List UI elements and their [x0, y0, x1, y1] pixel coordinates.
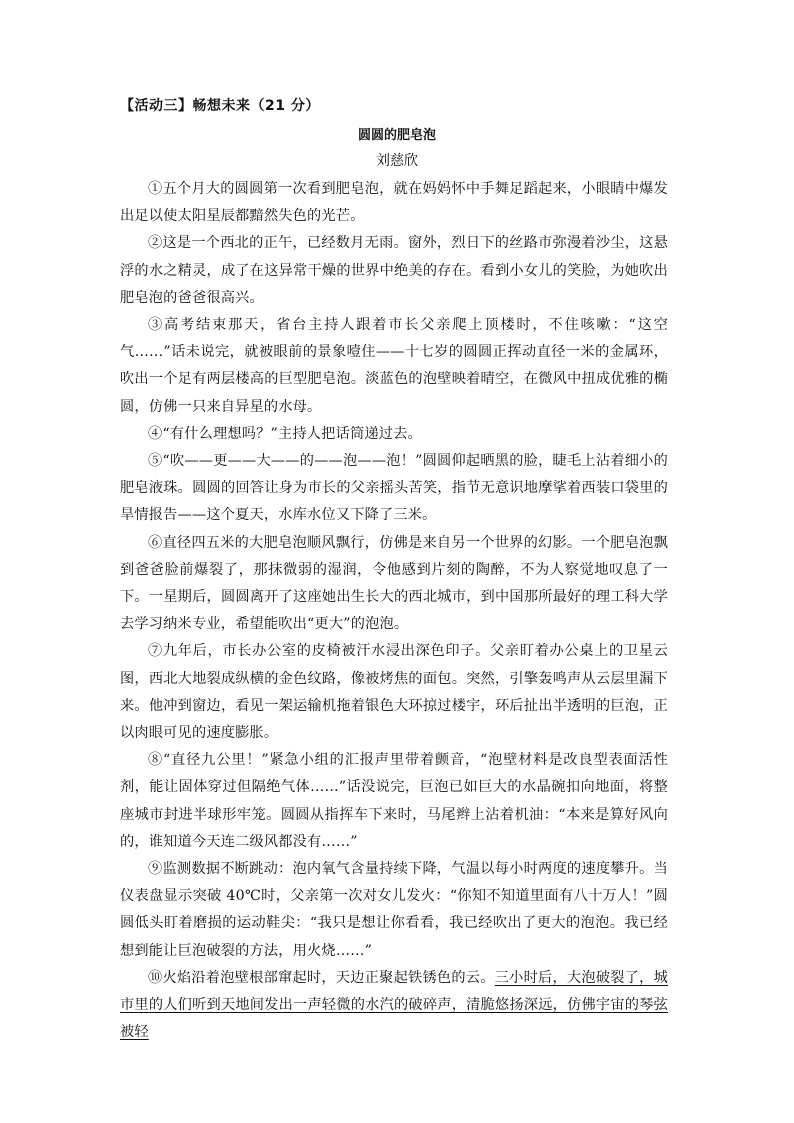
paragraph-3: ③高考结束那天，省台主持人跟着市长父亲爬上顶楼时，不住咳嗽：“这空气……”话未说完，就被眼前的景象噎住——十七岁的圆圆正挥动直径一米的金属环，吹出一个足有两层楼高的巨型肥皂泡。淡蓝色的泡壁映着晴空，在微风中扭成优雅的椭圆，仿佛一只来自异星的水母。 [120, 317, 668, 415]
article-body [120, 176, 668, 1047]
paragraph-10-text: ⑩火焰沿着泡壁根部窜起时，天边正聚起铁锈色的云。 [148, 969, 495, 986]
article-author: 刘慈欣 [376, 153, 418, 169]
paragraph-8: ⑧“直径九公里！”紧急小组的汇报声里带着颤音，“泡壁材料是改良型表面活性剂，能让固体穿过但隔绝气体……”话没说完，巨泡已如巨大的水晶碗扣向地面，将整座城市封进半球形牢笼。圆圆从指挥车下来时，马尾辫上沾着机油：“本来是算好风向的，谁知道今天连二级风都没有……” [120, 752, 668, 850]
paragraph-4: ④“有什么理想吗？”主持人把话筒递过去。 [148, 425, 422, 442]
underlined-sentence-part-2: 里的人们听到天地间发出一声轻微的水汽的破碎声，清脆悠扬深远，仿佛宇宙的琴弦被轻 [120, 997, 668, 1041]
article-title: 圆圆的肥皂泡 [357, 128, 436, 143]
paragraph-1: ①五个月大的圆圆第一次看到肥皂泡，就在妈妈怀中手舞足蹈起来，小眼睛中爆发出足以使太阳星辰都黯然失色的光芒。 [120, 181, 668, 225]
paragraph-10 [120, 965, 668, 1047]
activity-heading: 【活动三】畅想未来（21 分） [120, 98, 320, 114]
paragraph-6: ⑥直径四五米的大肥皂泡顺风飘行，仿佛是来自另一个世界的幻影。一个肥皂泡飘到爸爸脸前爆裂了，那抹微弱的湿润，令他感到片刻的陶醉，不为人察觉地叹息了一下。一星期后，圆圆离开了这座她出生长大的西北城市，到中国那所最好的理工科大学去学习纳米专业，希望能吹出“更大”的泡泡。 [120, 534, 668, 633]
paragraph-9: ⑨监测数据不断跳动：泡内氧气含量持续下降，气温以每小时两度的速度攀升。当仪表盘显示突破 40℃时，父亲第一次对女儿发火：“你知不知道里面有八十万人！”圆圆低头盯着磨损的运动鞋尖：“我只是想让你看看，我已经吹出了更大的泡泡。我已经想到能让巨泡破裂的方法，用火烧……” [120, 861, 668, 959]
paragraph-5: ⑤“吹——更——大——的——泡——泡！”圆圆仰起晒黑的脸，睫毛上沾着细小的肥皂液珠。圆圆的回答让身为市长的父亲摇头苦笑，指节无意识地摩挲着西装口袋里的旱情报告——这个夏天，水库水位又下降了三米。 [120, 453, 668, 524]
underlined-sentence-part-1: 三小时后，大泡破裂了，城市 [120, 969, 668, 1014]
paragraph-2: ②这是一个西北的正午，已经数月无雨。窗外，烈日下的丝路市弥漫着沙尘，这悬浮的水之精灵，成了在这异常干燥的世界中绝美的存在。看到小女儿的笑脸，为她吹出肥皂泡的爸爸很高兴。 [120, 235, 668, 306]
paragraph-7: ⑦九年后，市长办公室的皮椅被汗水浸出深色印子。父亲盯着办公桌上的卫星云图，西北大地裂成纵横的金色纹路，像被烤焦的面包。突然，引擎轰鸣声从云层里漏下来。他冲到窗边，看见一架运输机拖着银色大环掠过楼宇，环后扯出半透明的巨泡，正以肉眼可见的速度膨胀。 [120, 643, 668, 742]
